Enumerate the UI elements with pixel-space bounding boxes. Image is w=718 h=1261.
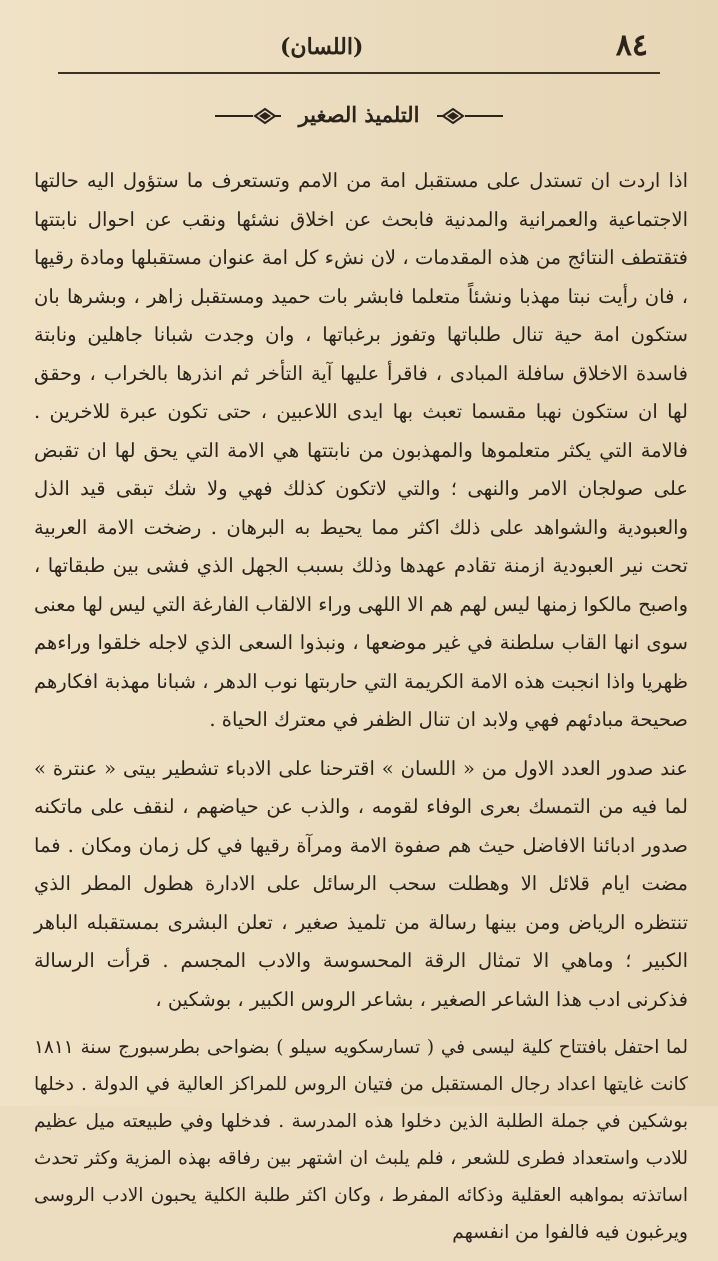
title-ornament-right-icon [435,106,505,130]
paragraph-pushkin: لما احتفل بافتتاح كلية ليسى في ( تسارسكويه سيلو ) بضواحى بطرسبورج سنة ١٨١١ كانت غايتها اعداد رجال المستقبل من فتيان الروس للمراكز العالية في الدولة . دخلها بوشكين في جملة الطلبة الذين دخلوا هذه المدرسة . فدخلها وفي طبيعته ميل عظيم للادب واستعداد فطرى للشعر ، فلم يلبث ان اشتهر بين رفاقه بهذه المزية وكثر تحدث اساتذته بمواهبه العقلية وذكائه المفرط ، وكان اكثر طلبة الكلية يحبون الادب الروسى ويرغبون فيه فالفوا من انفسهم [34,1037,688,1243]
paragraph-intro: اذا اردت ان تستدل على مستقبل امة من الامم وتستعرف ما ستؤول اليه حالتها الاجتماعية والعمرانية والمدنية فابحث عن اخلاق نشئها ونقب عن احوال نابتتها فتقتطف النتائج من هذه المقدمات ، لان نشء كل امة عنوان مستقبلها ومادة رقيها ، فان رأيت نبتا مهذبا ونشئاً متعلما فابشر بات حميد ومستقبل زاهر ، وبشرها بان ستكون امة حية تنال طلباتها وتفوز برغباتها ، وان وجدت شبانا جاهلين ونابتة فاسدة الاخلاق سافلة المبادى ، فاقرأ عليها آية التأخر ثم انذرها بالخراب ، وحقق لها ان ستكون نهبا مقسما تعبث بها ايدى اللاعبين ، حتى تكون عبرة للاخرين . فالامة التي يكثر متعلموها والمهذبون من نابتتها هي الامة التي يحق لها ان تقبض على صولجان الامر والنهى ؛ والتي لاتكون كذلك فهي ولا شك تبقى قيد الذل والعبودية والشواهد على ذلك اكثر مما يحيط به البرهان . رضخت الامة العربية تحت نير العبودية ازمنة تقادم عهدها وذلك بسبب الجهل الذي فشى بين طبقاتها ، واصبح مالكوا زمنها ليس لهم هم الا اللهى وراء الالقاب الفارغة التي ليس لها معنى سوى انها القاب سلطنة في غير موضعها ، ونبذوا السعى الذي لاجله خلقوا وراءهم ظهريا واذا انجبت هذه الامة الكريمة التي حاربتها نوب الدهر ، شبانا مهذبة افكارهم صحيحة مبادئهم فهي ولابد ان تنال الظفر في معترك الحياة . [34,169,688,731]
article-title-block [0,102,718,130]
article-body [34,162,688,1261]
article-title: التلميذ الصغير [298,102,420,127]
running-head: (اللسان) [280,34,364,60]
page-header [70,28,648,70]
title-ornament-left-icon [213,106,283,130]
header-rule [58,72,660,74]
paragraph-letter: عند صدور العدد الاول من « اللسان » اقترحنا على الادباء تشطير بيتى « عنترة » لما فيه من التمسك بعرى الوفاء لقومه ، والذب عن حياضهم ، لنقف على ماتكنه صدور ادبائنا الافاضل حيث هم صفوة الامة ومرآة رقيها في كل زمان ومكان . فما مضت ايام قلائل الا وهطلت سحب الرسائل على الادارة هطول المطر الذي تنتظره الرياض ومن بينها رسالة من تلميذ صغير ، تعلن البشرى بمستقبله الباهر الكبير ؛ وماهي الا تمثال الرقة المحسوسة والادب المجسم . قرأت الرسالة فذكرنى ادب هذا الشاعر الصغير ، بشاعر الروس الكبير ، بوشكين ، [34,756,688,1011]
page-number: ٨٤ [615,28,648,63]
